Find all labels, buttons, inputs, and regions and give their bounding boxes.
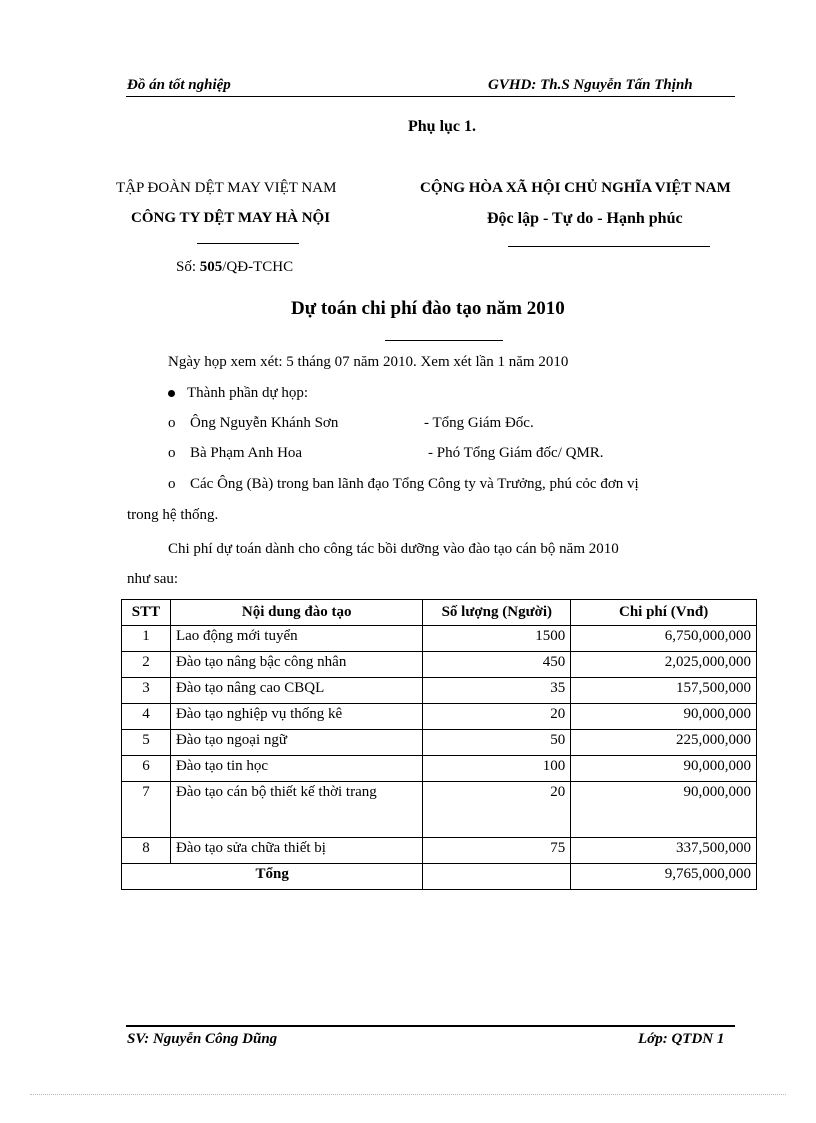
attendee-2 xyxy=(168,445,302,462)
budget-table xyxy=(121,599,757,890)
doc-number-suffix: /QĐ-TCHC xyxy=(222,259,294,275)
appendix-title: Phụ lục 1. xyxy=(408,118,477,135)
org-line1: TẬP ĐOÀN DỆT MAY VIỆT NAM xyxy=(116,180,337,196)
cell-cost: 90,000,000 xyxy=(571,704,757,730)
cell-content: Đào tạo nâng bậc công nhân xyxy=(170,652,422,678)
footer-rule xyxy=(126,1025,735,1027)
doc-number-value: 505 xyxy=(199,259,223,275)
intro-line2: như sau: xyxy=(127,571,179,587)
cell-stt: 8 xyxy=(122,838,171,864)
attendee-1-role: - Tổng Giám Đốc. xyxy=(424,415,534,431)
table-total-row xyxy=(122,864,757,890)
meeting-line: Ngày họp xem xét: 5 tháng 07 năm 2010. Xem xét lần 1 năm 2010 xyxy=(168,354,569,370)
total-cost: 9,765,000,000 xyxy=(571,864,757,890)
attendee-1-name: Ông Nguyễn Khánh Sơn xyxy=(190,415,339,431)
document-title: Dự toán chi phí đào tạo năm 2010 xyxy=(291,298,565,319)
header-right: GVHD: Th.S Nguyễn Tấn Thịnh xyxy=(488,77,693,93)
cell-stt: 5 xyxy=(122,730,171,756)
title-underline xyxy=(385,340,503,341)
circle-bullet-icon: o xyxy=(168,445,176,461)
cell-cost: 2,025,000,000 xyxy=(571,652,757,678)
header-stt: STT xyxy=(122,600,171,626)
cell-cost: 6,750,000,000 xyxy=(571,626,757,652)
table-row xyxy=(122,652,757,678)
cell-content: Lao động mới tuyển xyxy=(170,626,422,652)
table-row xyxy=(122,678,757,704)
footer-right: Lớp: QTDN 1 xyxy=(638,1031,725,1047)
bullet-icon xyxy=(168,390,175,397)
cell-stt: 7 xyxy=(122,782,171,838)
table-row xyxy=(122,704,757,730)
attendee-3-text: Các Ông (Bà) trong ban lãnh đạo Tổng Công ty và Trưởng, phú cỏc đơn vị xyxy=(190,476,639,492)
header-rule xyxy=(126,96,735,97)
doc-number xyxy=(176,259,293,276)
cell-content: Đào tạo cán bộ thiết kế thời trang xyxy=(170,782,422,838)
header-quantity: Số lượng (Người) xyxy=(423,600,571,626)
cell-cost: 157,500,000 xyxy=(571,678,757,704)
cell-content: Đào tạo nâng cao CBQL xyxy=(170,678,422,704)
org-underline xyxy=(197,243,299,244)
cell-cost: 90,000,000 xyxy=(571,756,757,782)
cell-cost: 225,000,000 xyxy=(571,730,757,756)
header-left: Đồ án tốt nghiệp xyxy=(127,77,231,93)
table-row xyxy=(122,782,757,838)
cell-quantity: 35 xyxy=(423,678,571,704)
table-row xyxy=(122,730,757,756)
attendee-2-name: Bà Phạm Anh Hoa xyxy=(190,445,303,461)
attendee-3 xyxy=(168,476,639,493)
table-row xyxy=(122,838,757,864)
cell-content: Đào tạo ngoại ngữ xyxy=(170,730,422,756)
header-cost: Chi phí (Vnđ) xyxy=(571,600,757,626)
org-line2: CÔNG TY DỆT MAY HÀ NỘI xyxy=(131,210,331,226)
total-quantity-empty xyxy=(423,864,571,890)
table-header-row xyxy=(122,600,757,626)
cell-quantity: 20 xyxy=(423,782,571,838)
attendee-3-continued: trong hệ thống. xyxy=(127,507,219,523)
cell-quantity: 20 xyxy=(423,704,571,730)
table-row xyxy=(122,626,757,652)
intro-line1: Chi phí dự toán dành cho công tác bồi dưỡng vào đào tạo cán bộ năm 2010 xyxy=(168,541,619,557)
attendee-2-role: - Phó Tổng Giám đốc/ QMR. xyxy=(428,445,604,461)
cell-stt: 1 xyxy=(122,626,171,652)
circle-bullet-icon: o xyxy=(168,476,176,492)
footer-left: SV: Nguyễn Công Dũng xyxy=(127,1031,278,1047)
attendees-label: Thành phần dự họp: xyxy=(168,385,308,402)
header-content: Nội dung đào tạo xyxy=(170,600,422,626)
attendee-1 xyxy=(168,415,338,432)
table-row xyxy=(122,756,757,782)
page-bottom-divider xyxy=(30,1094,786,1095)
cell-quantity: 1500 xyxy=(423,626,571,652)
cell-quantity: 75 xyxy=(423,838,571,864)
circle-bullet-icon: o xyxy=(168,415,176,431)
cell-stt: 6 xyxy=(122,756,171,782)
cell-quantity: 100 xyxy=(423,756,571,782)
cell-cost: 337,500,000 xyxy=(571,838,757,864)
cell-quantity: 450 xyxy=(423,652,571,678)
cell-cost: 90,000,000 xyxy=(571,782,757,838)
republic-line2: Độc lập - Tự do - Hạnh phúc xyxy=(487,210,683,227)
republic-underline xyxy=(508,246,710,247)
cell-stt: 3 xyxy=(122,678,171,704)
cell-stt: 4 xyxy=(122,704,171,730)
total-label: Tổng xyxy=(122,864,423,890)
republic-line1: CỘNG HÒA XÃ HỘI CHỦ NGHĨA VIỆT NAM xyxy=(420,180,731,196)
doc-number-prefix: Số: xyxy=(176,259,197,275)
cell-content: Đào tạo sửa chữa thiết bị xyxy=(170,838,422,864)
cell-content: Đào tạo nghiệp vụ thống kê xyxy=(170,704,422,730)
cell-stt: 2 xyxy=(122,652,171,678)
cell-content: Đào tạo tin học xyxy=(170,756,422,782)
cell-quantity: 50 xyxy=(423,730,571,756)
